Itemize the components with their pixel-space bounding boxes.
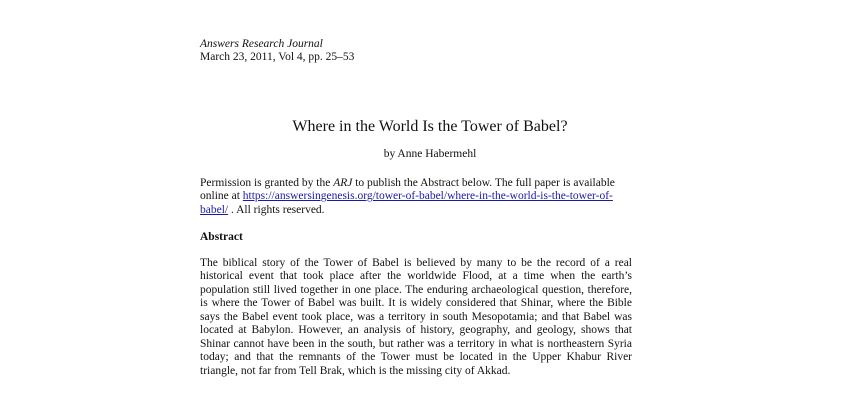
full-paper-link[interactable]: https://answersingenesis.org/tower-of-babel/where-in-the-world-is-the-tower-of-babel/	[200, 190, 613, 216]
permission-statement	[200, 177, 632, 217]
journal-abbreviation: ARJ	[333, 177, 353, 189]
journal-meta: March 23, 2011, Vol 4, pp. 25–53	[200, 51, 355, 63]
permission-suffix: . All rights reserved.	[228, 203, 325, 216]
permission-middle: to publish the Abstract below. The full paper is available online at	[200, 177, 615, 203]
paper-author: by Anne Habermehl	[383, 148, 477, 160]
paper-page	[200, 38, 632, 377]
journal-name: Answers Research Journal	[200, 38, 323, 50]
abstract-heading: Abstract	[200, 231, 243, 243]
paper-title: Where in the World Is the Tower of Babel?	[292, 118, 568, 135]
permission-prefix: Permission is granted by the	[200, 177, 334, 189]
abstract-body: The biblical story of the Tower of Babel is believed by many to be the record of a real historical event that took place after the worldwide Flood, at a time when the earth’s population still lived together in one place. The enduring archaeological question, therefore, is where the Tower of Babel was built. It is widely considered that Shinar, where the Bible says the Babel event took place, was a territory in south Mesopotamia; and that Babel was located at Babylon. However, an analysis of history, geography, and geology, shows that Shinar cannot have been in the south, but rather was a territory in what is northeastern Syria today; and that the remnants of the Tower must be located in the Upper Khabur River triangle, not far from Tell Brak, which is the missing city of Akkad.	[200, 257, 632, 377]
